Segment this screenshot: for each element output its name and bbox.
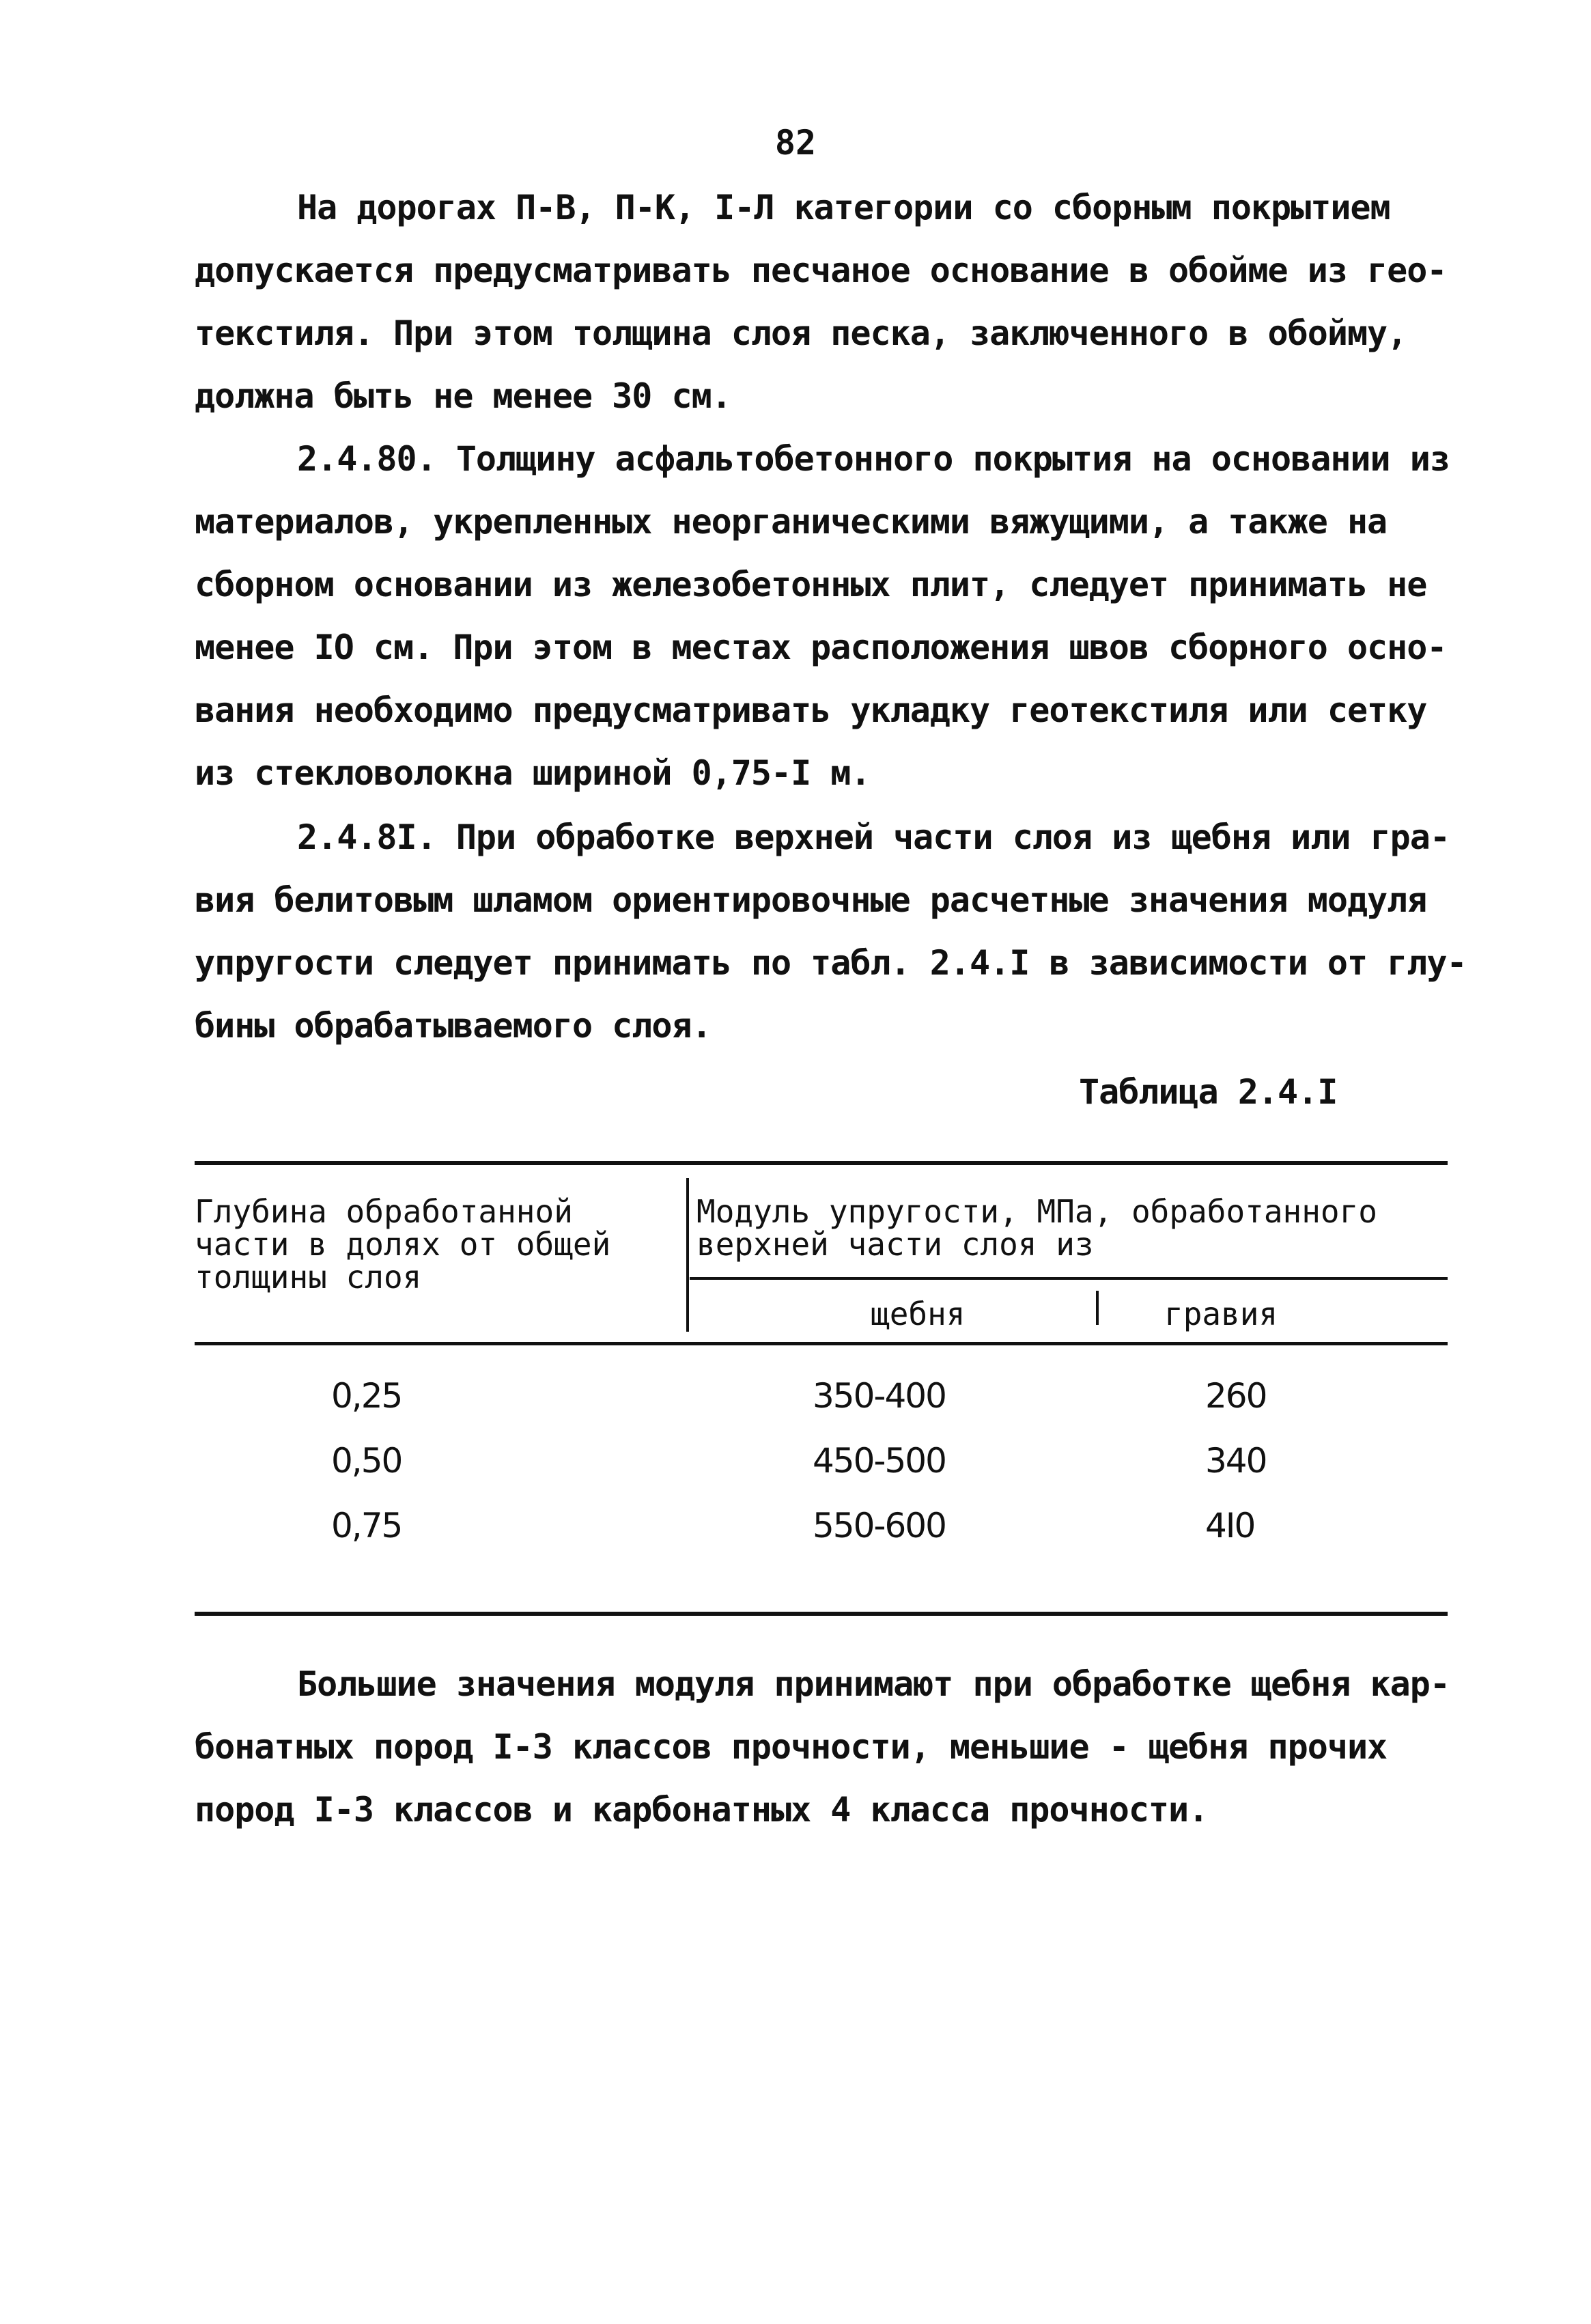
table-row — [195, 1506, 1448, 1567]
header-modulus — [696, 1195, 1377, 1261]
cell-depth: 0,25 — [331, 1376, 402, 1416]
text-line: вания необходимо предусматривать укладку геотекстиля или сетку — [195, 690, 1427, 730]
text-line: Большие значения модуля принимают при обработке щебня кар- — [297, 1664, 1450, 1704]
table-bottom-rule — [195, 1612, 1448, 1616]
text-line: текстиля. При этом толщина слоя песка, заключенного в обойму, — [195, 313, 1407, 353]
paragraph-sborn-pokrytie — [195, 176, 1451, 428]
table-subheader-rule — [690, 1277, 1448, 1280]
cell-crushed-stone: 550-600 — [813, 1506, 946, 1545]
table-column-divider — [686, 1178, 689, 1332]
text-line: допускается предусматривать песчаное основание в обойме из гео- — [195, 251, 1447, 290]
text-line: сборном основании из железобетонных плит, следует принимать не — [195, 565, 1427, 604]
cell-crushed-stone: 350-400 — [813, 1376, 946, 1416]
cell-gravel: 4I0 — [1205, 1506, 1255, 1545]
cell-crushed-stone: 450-500 — [813, 1441, 946, 1481]
header-modulus-line: Модуль упругости, МПа, обработанного — [696, 1193, 1377, 1230]
paragraph-modulus-note — [195, 1653, 1451, 1841]
table-row — [195, 1441, 1448, 1502]
text-line: пород I-3 классов и карбонатных 4 класса прочности. — [195, 1790, 1209, 1830]
text-line: из стекловолокна шириной 0,75-I м. — [195, 753, 871, 793]
cell-depth: 0,75 — [331, 1506, 402, 1545]
text-line: 2.4.80. Толщину асфальтобетонного покрытия на основании из — [297, 439, 1450, 479]
page-number: 82 — [774, 123, 817, 163]
table-top-rule — [195, 1161, 1448, 1165]
cell-gravel: 260 — [1205, 1376, 1267, 1416]
text-line: бонатных пород I-3 классов прочности, меньшие - щебня прочих — [195, 1727, 1388, 1767]
table-subcolumn-divider — [1096, 1291, 1099, 1325]
header-depth-line: части в долях от общей — [195, 1226, 611, 1263]
header-modulus-line: верхней части слоя из — [696, 1226, 1094, 1263]
text-line: упругости следует принимать по табл. 2.4.I в зависимости от глу- — [195, 943, 1467, 983]
cell-gravel: 340 — [1205, 1441, 1267, 1481]
text-line: На дорогах П-В, П-К, I-Л категории со сборным покрытием — [297, 188, 1390, 227]
modulus-table — [195, 1161, 1448, 1625]
text-line: менее IO см. При этом в местах расположения швов сборного осно- — [195, 628, 1447, 667]
text-line: материалов, укрепленных неорганическими вяжущими, а также на — [195, 502, 1388, 542]
table-header-rule — [195, 1342, 1448, 1345]
header-depth — [195, 1193, 611, 1296]
text-line: вия белитовым шламом ориентировочные расчетные значения модуля — [195, 880, 1427, 920]
header-depth-line: Глубина обработанной — [195, 1193, 573, 1230]
header-depth-line: толщины слоя — [195, 1259, 422, 1296]
table-row — [195, 1376, 1448, 1438]
header-crushed-stone: щебня — [871, 1296, 966, 1332]
header-gravel: гравия — [1164, 1296, 1278, 1332]
table-caption: Таблица 2.4.I — [1079, 1072, 1338, 1112]
text-line: бины обрабатываемого слоя. — [195, 1006, 712, 1046]
text-line: должна быть не менее 30 см. — [195, 376, 731, 416]
text-line: 2.4.8I. При обработке верхней части слоя из щебня или гра- — [297, 817, 1450, 857]
cell-depth: 0,50 — [331, 1441, 402, 1481]
paragraph-2-4-81 — [195, 806, 1467, 1057]
paragraph-2-4-80 — [195, 428, 1451, 804]
